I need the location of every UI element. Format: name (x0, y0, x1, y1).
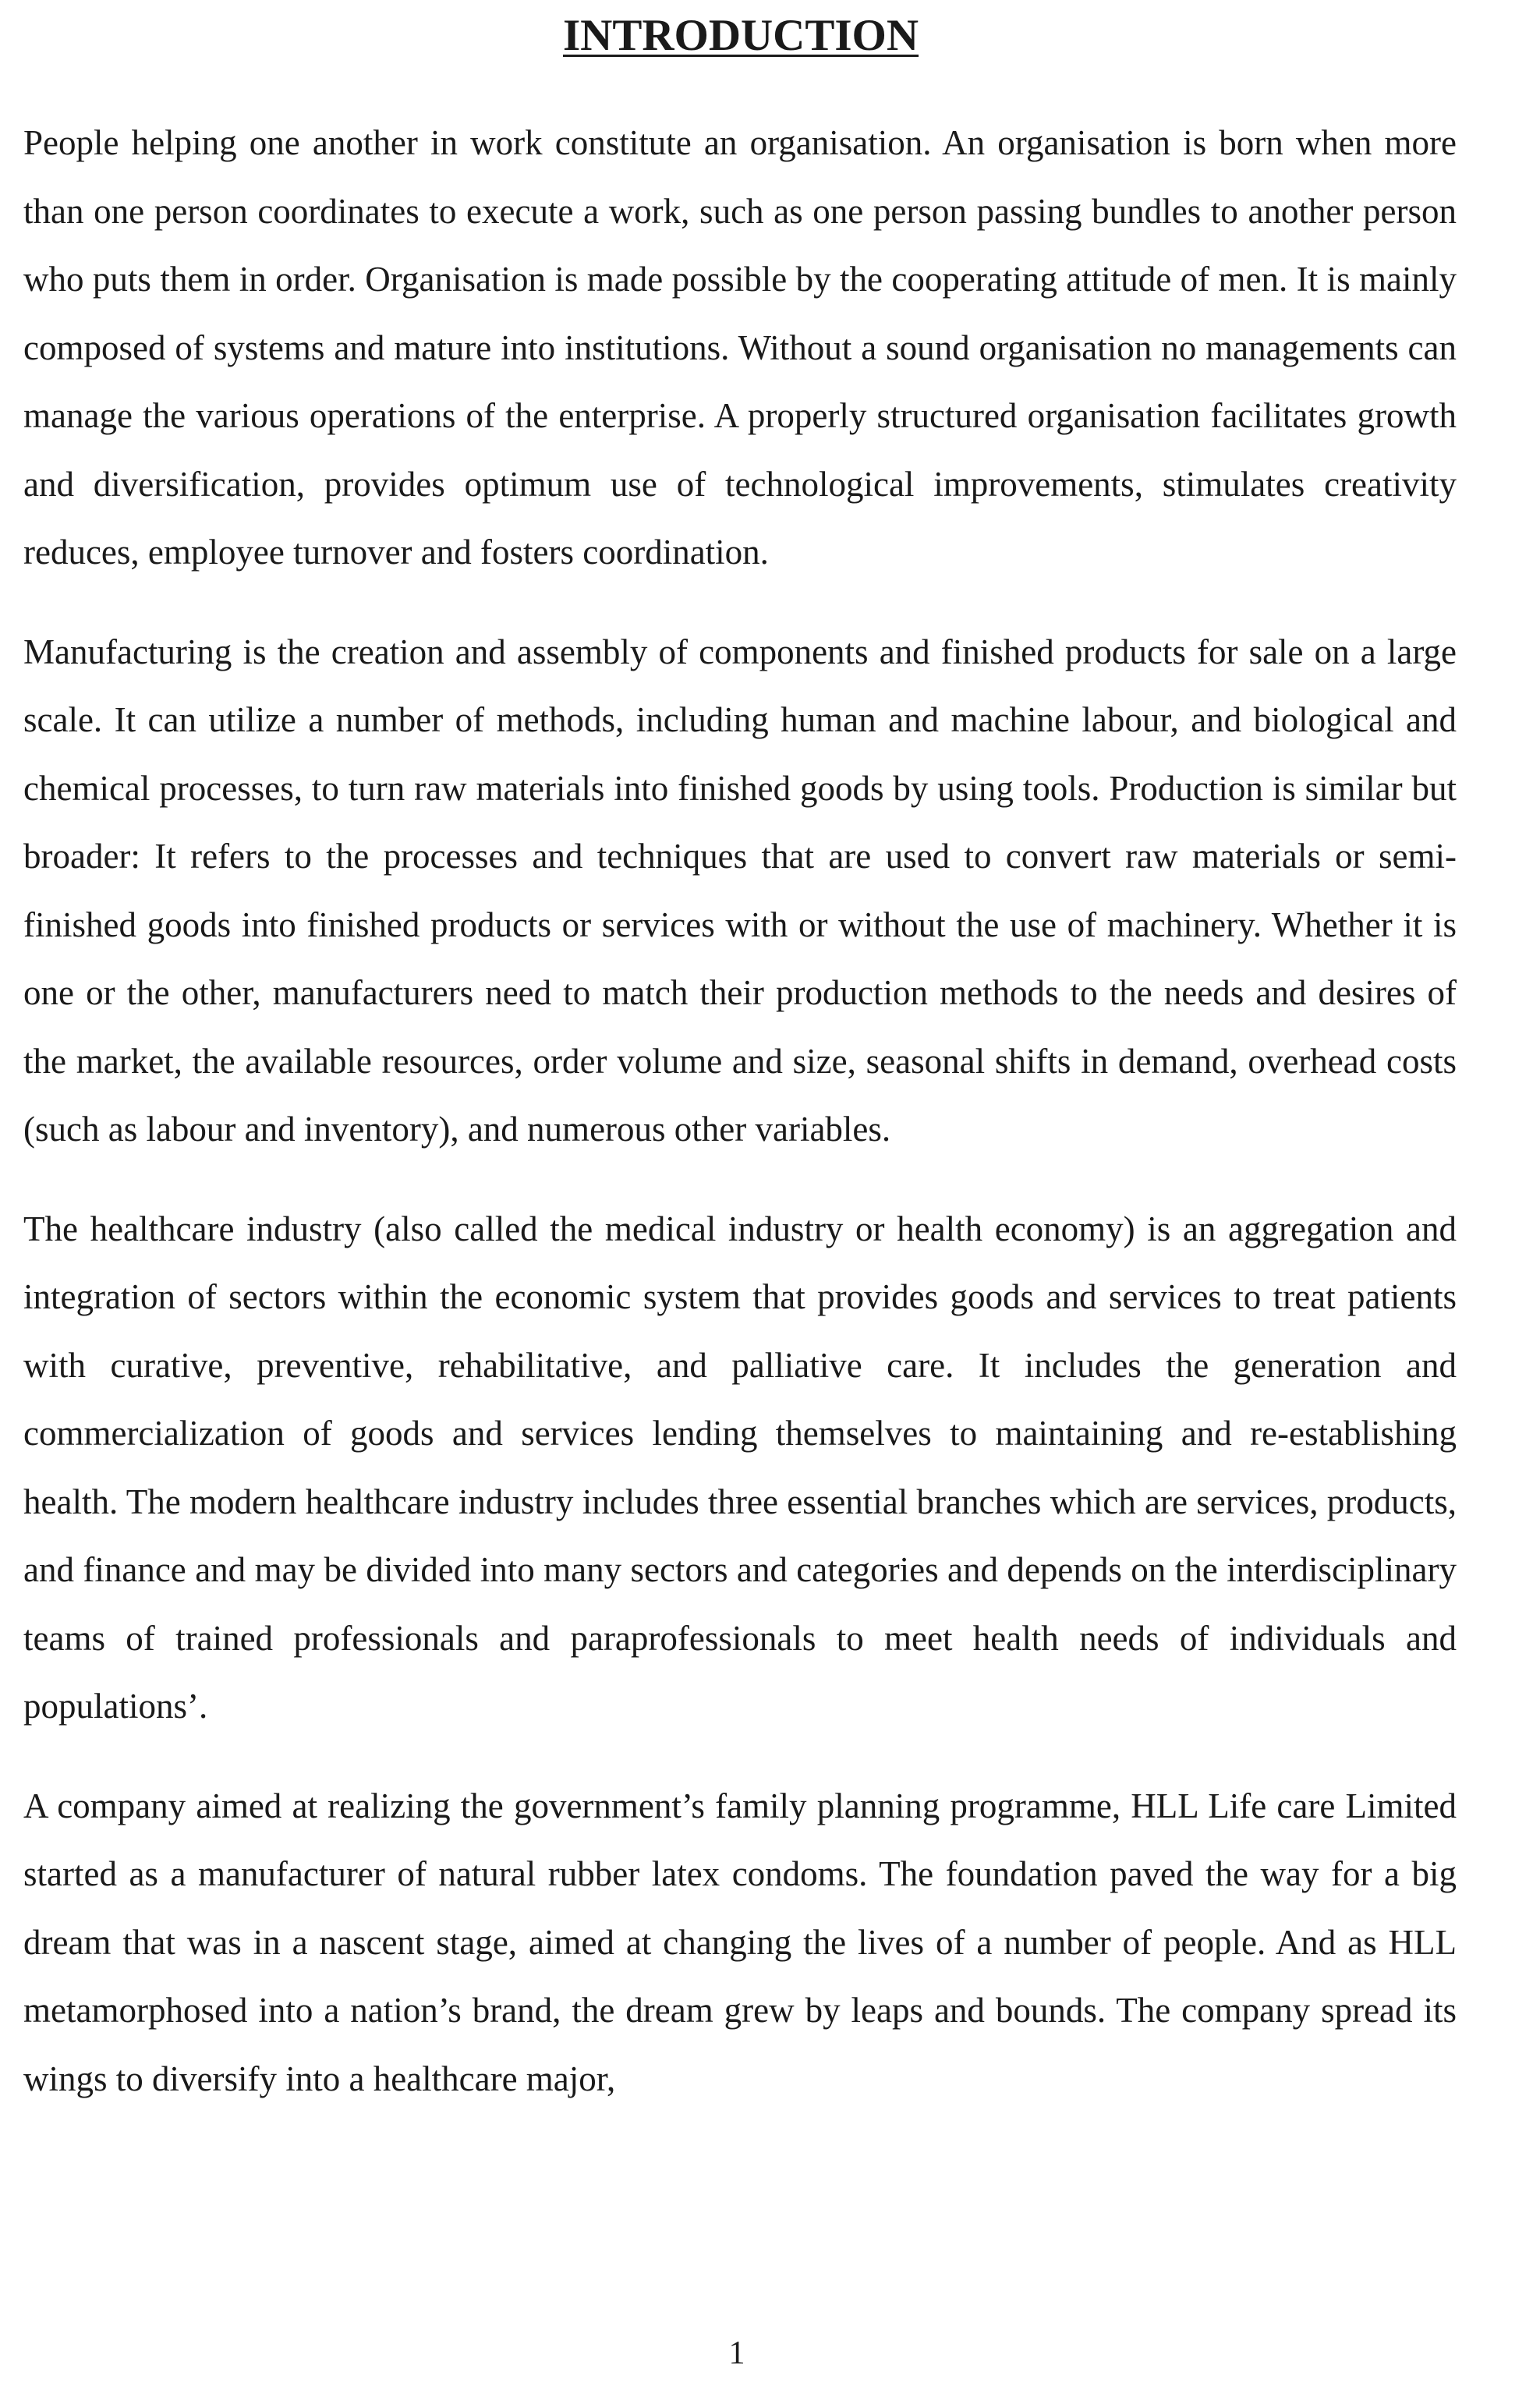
paragraph-hll-company: A company aimed at realizing the government’s family planning programme, HLL Life care Limited started as a manufacturer of natural rubber latex condoms. The foundation paved the way for a big dream that was in a nascent stage, aimed at changing the lives of a number of people. And as HLL metamorphosed into a nation’s brand, the dream grew by leaps and bounds. The company spread its wings to diversify into a healthcare major, (23, 1786, 1457, 2098)
paragraph-organisation: People helping one another in work constitute an organisation. An organisation is born when more than one person coordinates to execute a work, such as one person passing bundles to another person who puts them in order. Organisation is made possible by the cooperating attitude of men. It is mainly composed of systems and mature into institutions. Without a sound organisation no managements can manage the various operations of the enterprise. A properly structured organisation facilitates growth and diversification, provides optimum use of technological improvements, stimulates creativity reduces, employee turnover and fosters coordination. (23, 123, 1457, 572)
page-number: 1 (728, 2335, 745, 2371)
paragraph-healthcare-industry: The healthcare industry (also called the medical industry or health economy) is an aggregation and integration of sectors within the economic system that provides goods and services to treat patients with curative, preventive, rehabilitative, and palliative care. It includes the generation and commercialization of goods and services lending themselves to maintaining and re-establishing health. The modern healthcare industry includes three essential branches which are services, products, and finance and may be divided into many sectors and categories and depends on the interdisciplinary teams of trained professionals and paraprofessionals to meet health needs of individuals and populations’. (23, 1209, 1457, 1726)
paragraph-manufacturing: Manufacturing is the creation and assembly of components and finished products for sale on a large scale. It can utilize a number of methods, including human and machine labour, and biological and chemical processes, to turn raw materials into finished goods by using tools. Production is similar but broader: It refers to the processes and techniques that are used to convert raw materials or semi-finished goods into finished products or services with or without the use of machinery. Whether it is one or the other, manufacturers need to match their production methods to the needs and desires of the market, the available resources, order volume and size, seasonal shifts in demand, overhead costs (such as labour and inventory), and numerous other variables. (23, 632, 1457, 1149)
page-title: INTRODUCTION (562, 11, 919, 60)
document-body (23, 109, 1457, 2144)
